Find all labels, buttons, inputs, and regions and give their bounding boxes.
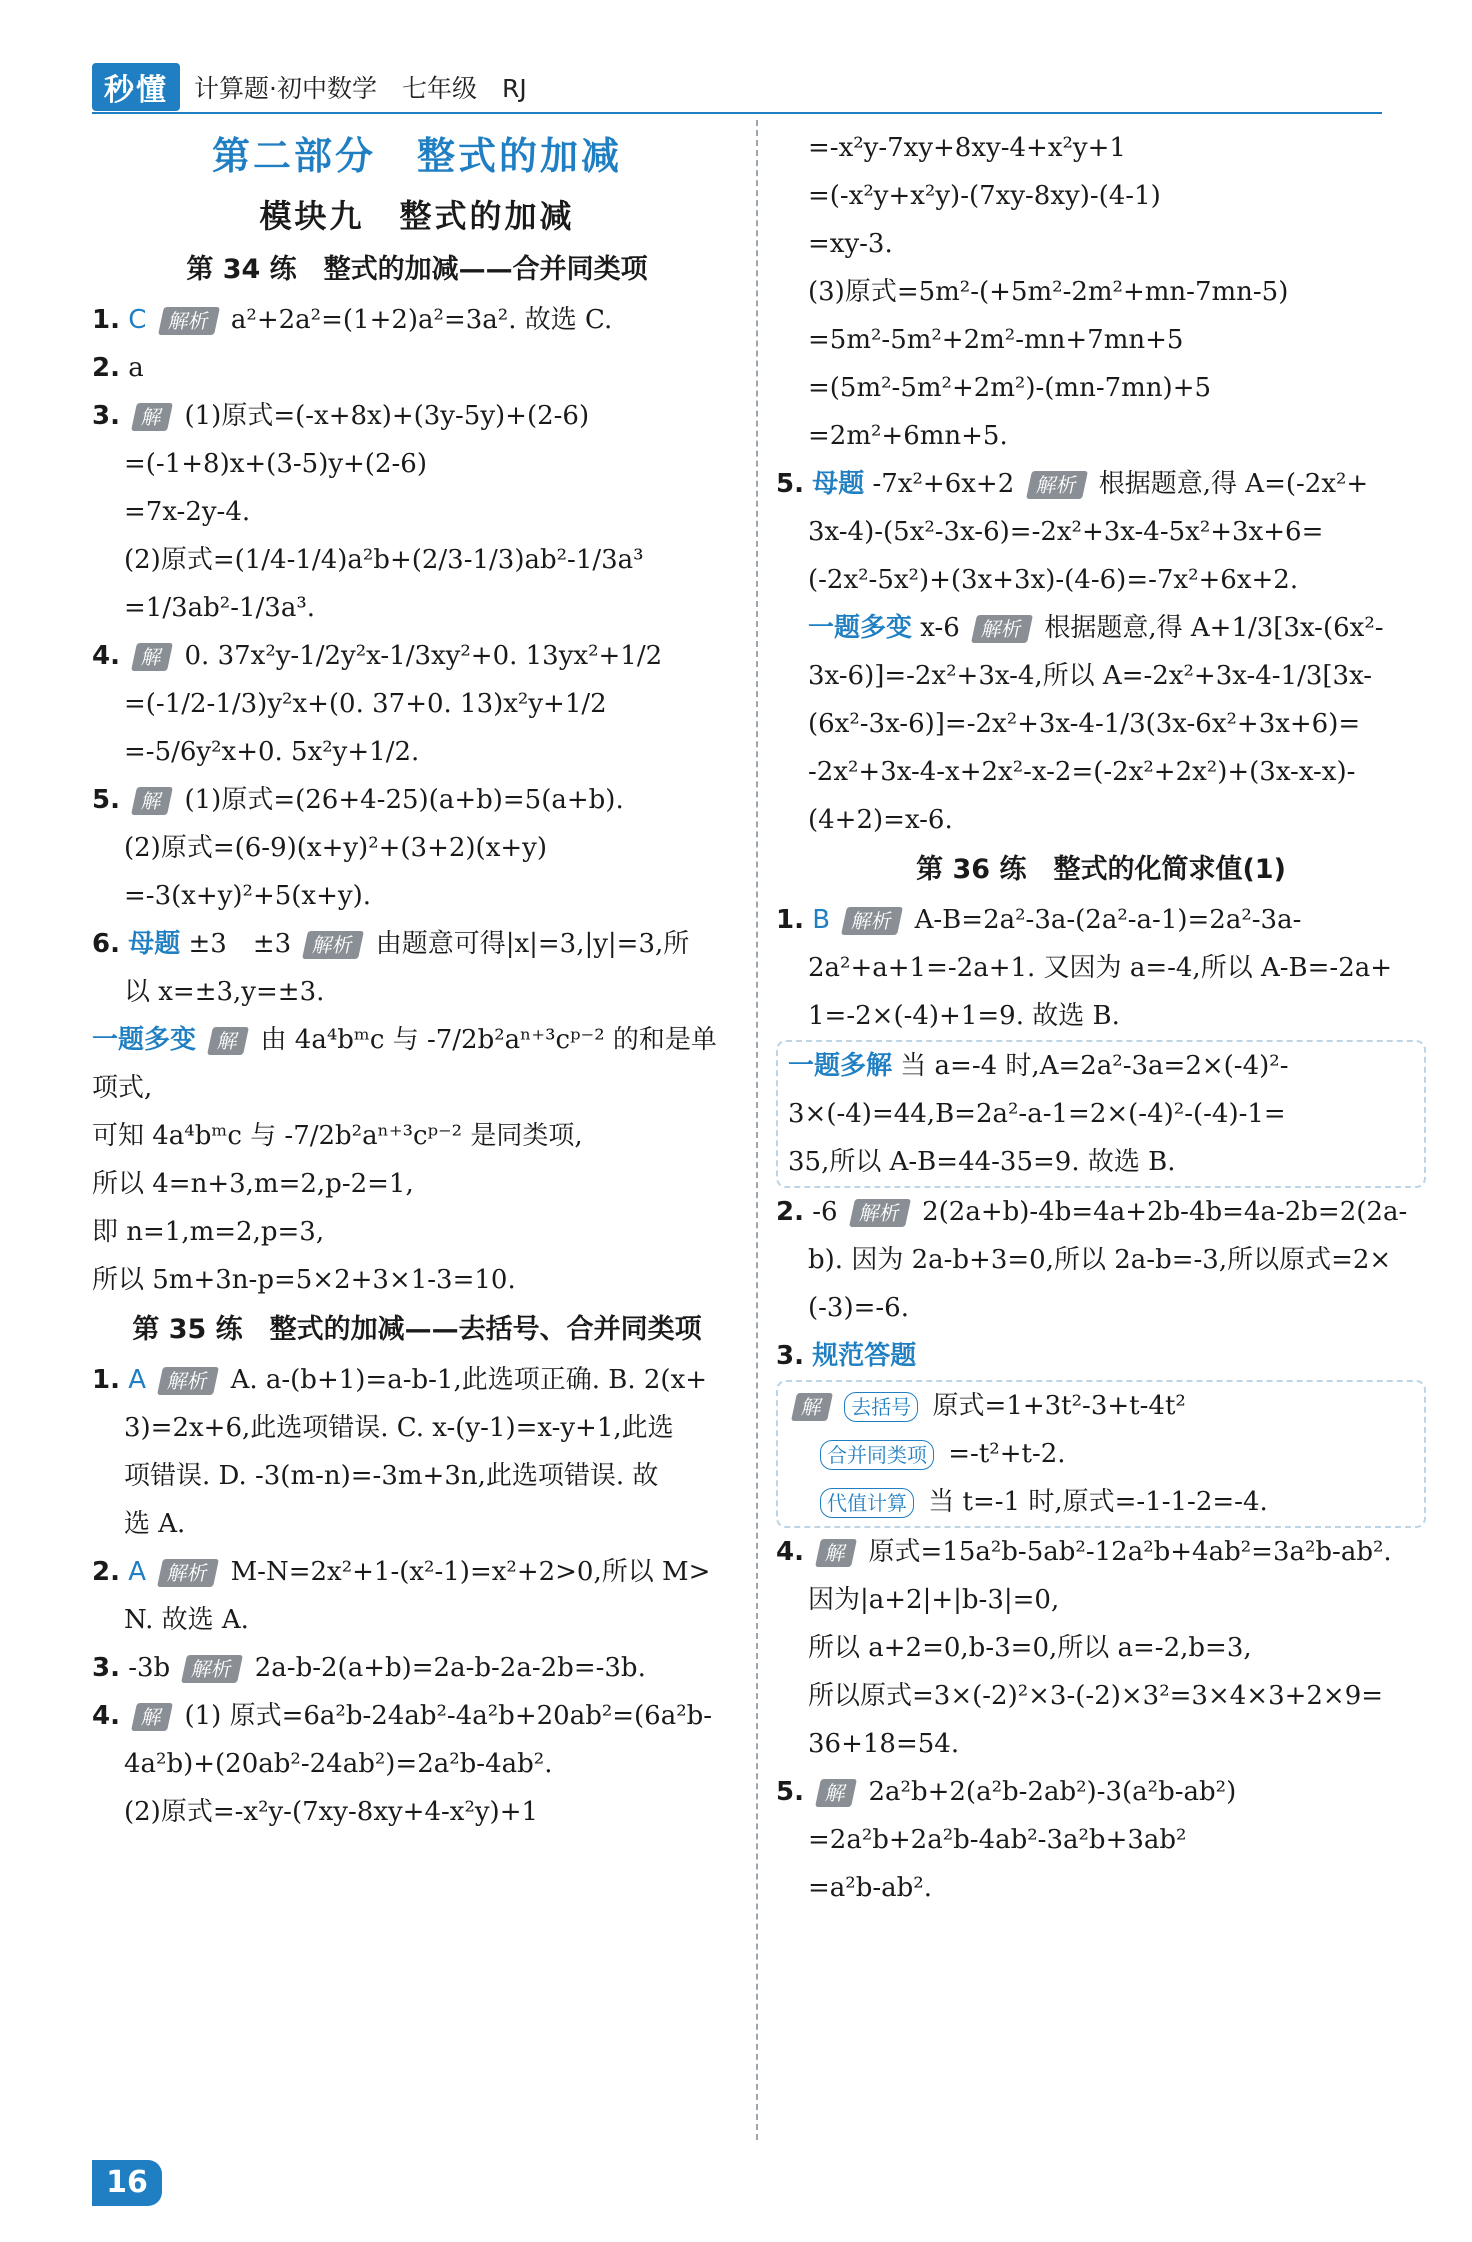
solution-line: 由 4a⁴bᵐc 与 -7/2b²aⁿ⁺³cᵖ⁻² 的和是单 bbox=[260, 1025, 717, 1055]
solution-line: 原式=1+3t²-3+t-4t² bbox=[932, 1391, 1186, 1421]
variant-label: 一题多变 bbox=[808, 613, 913, 643]
solution-tag: 解 bbox=[815, 1539, 857, 1567]
solution-line: =7x-2y-4. bbox=[124, 497, 251, 527]
step-label: 合并同类项 bbox=[820, 1440, 934, 1470]
solution-line: 以 x=±3,y=±3. bbox=[124, 977, 325, 1007]
column-divider bbox=[756, 120, 758, 2140]
solution-line: =1/3ab²-1/3a³. bbox=[124, 593, 316, 623]
q4 bbox=[92, 632, 742, 680]
right-column bbox=[776, 124, 1426, 1912]
solution-line: 3x-4)-(5x²-3x-6)=-2x²+3x-4-5x²+3x+6= bbox=[808, 517, 1324, 547]
analysis-tag: 解析 bbox=[157, 1367, 219, 1395]
analysis-tag: 解析 bbox=[971, 615, 1033, 643]
analysis-tag: 解析 bbox=[1026, 471, 1088, 499]
step-label: 代值计算 bbox=[820, 1488, 914, 1518]
solution-line: 根据题意,得 A=(-2x²+ bbox=[1098, 469, 1369, 499]
q-number: 1. bbox=[776, 905, 804, 935]
variant bbox=[92, 1016, 742, 1064]
solution-line: (-2x²-5x²)+(3x+3x)-(4-6)=-7x²+6x+2. bbox=[808, 565, 1299, 595]
solution-line: 1=-2×(-4)+1=9. 故选 B. bbox=[808, 1001, 1120, 1031]
solution-line: 所以原式=3×(-2)²×3-(-2)×3²=3×4×3+2×9= bbox=[808, 1681, 1384, 1711]
answer: A bbox=[128, 1365, 147, 1395]
answer: a bbox=[128, 353, 144, 383]
exercise-36-title: 第 36 练 整式的化简求值(1) bbox=[916, 854, 1286, 885]
header-divider bbox=[92, 112, 1382, 114]
q-number: 2. bbox=[92, 353, 120, 383]
q-number: 5. bbox=[776, 1777, 804, 1807]
step-line bbox=[788, 1382, 1414, 1430]
solution-line: 原式=15a²b-5ab²-12a²b+4ab²=3a²b-ab². bbox=[868, 1537, 1392, 1567]
e2 bbox=[92, 1548, 742, 1596]
analysis-tag: 解析 bbox=[182, 1655, 244, 1683]
solution-line: 所以 4=n+3,m=2,p-2=1, bbox=[92, 1169, 414, 1199]
solution-line: (2)原式=(6-9)(x+y)²+(3+2)(x+y) bbox=[124, 833, 547, 863]
e4 bbox=[92, 1692, 742, 1740]
solution-line: b). 因为 2a-b+3=0,所以 2a-b=-3,所以原式=2× bbox=[808, 1245, 1392, 1275]
q-number: 2. bbox=[92, 1557, 120, 1587]
solution-line: -2x²+3x-4-x+2x²-x-2=(-2x²+2x²)+(3x-x-x)- bbox=[808, 757, 1356, 787]
analysis-tag: 解析 bbox=[849, 1199, 911, 1227]
q-number: 3. bbox=[92, 401, 120, 431]
solution-line: (1)原式=(-x+8x)+(3y-5y)+(2-6) bbox=[184, 401, 590, 431]
exercise-35-title: 第 35 练 整式的加减——去括号、合并同类项 bbox=[132, 1314, 702, 1345]
analysis-tag: 解析 bbox=[157, 1559, 219, 1587]
standard-answer-box bbox=[776, 1380, 1426, 1528]
solution-line: 根据题意,得 A+1/3[3x-(6x²- bbox=[1044, 613, 1384, 643]
q-number: 1. bbox=[92, 305, 120, 335]
solution-line: (3)原式=5m²-(+5m²-2m²+mn-7mn-5) bbox=[808, 277, 1289, 307]
solution-line: 由题意可得|x|=3,|y|=3,所 bbox=[375, 929, 690, 959]
solution-line: A-B=2a²-3a-(2a²-a-1)=2a²-3a- bbox=[914, 905, 1302, 935]
solution-line: 3×(-4)=44,B=2a²-a-1=2×(-4)²-(-4)-1= bbox=[788, 1099, 1286, 1129]
solution-line: =(-1+8)x+(3-5)y+(2-6) bbox=[124, 449, 427, 479]
q-number: 2. bbox=[776, 1197, 804, 1227]
answer: ±3 ±3 bbox=[188, 929, 292, 959]
solution-line: 36+18=54. bbox=[808, 1729, 960, 1759]
solution-tag: 解 bbox=[131, 643, 173, 671]
step-line bbox=[788, 1478, 1414, 1526]
solution-line: 3)=2x+6,此选项错误. C. x-(y-1)=x-y+1,此选 bbox=[124, 1413, 674, 1443]
solution-tag: 解 bbox=[207, 1027, 249, 1055]
multi-solution bbox=[788, 1042, 1414, 1090]
solution-line: 选 A. bbox=[124, 1509, 186, 1539]
solution-line: 35,所以 A-B=44-35=9. 故选 B. bbox=[788, 1147, 1176, 1177]
solution-line: =2m²+6mn+5. bbox=[808, 421, 1008, 451]
module-title: 模块九 整式的加减 bbox=[259, 197, 575, 235]
q-number: 5. bbox=[776, 469, 804, 499]
q-number: 3. bbox=[92, 1653, 120, 1683]
e1 bbox=[92, 1356, 742, 1404]
solution-line: 4a²b)+(20ab²-24ab²)=2a²b-4ab². bbox=[124, 1749, 553, 1779]
solution-line: 当 t=-1 时,原式=-1-1-2=-4. bbox=[928, 1487, 1268, 1517]
solution-line: N. 故选 A. bbox=[124, 1605, 249, 1635]
answer: -7x²+6x+2 bbox=[872, 469, 1015, 499]
solution-line: =2a²b+2a²b-4ab²-3a²b+3ab² bbox=[808, 1825, 1187, 1855]
solution-line: =-5/6y²x+0. 5x²y+1/2. bbox=[124, 737, 420, 767]
solution-line: =-3(x+y)²+5(x+y). bbox=[124, 881, 371, 911]
solution-line: 可知 4a⁴bᵐc 与 -7/2b²aⁿ⁺³cᵖ⁻² 是同类项, bbox=[92, 1121, 583, 1151]
solution-line: (1) 原式=6a²b-24ab²-4a²b+20ab²=(6a²b- bbox=[184, 1701, 713, 1731]
step-line bbox=[788, 1430, 1414, 1478]
q-number: 6. bbox=[92, 929, 120, 959]
q1 bbox=[92, 296, 742, 344]
answer: A bbox=[128, 1557, 147, 1587]
answer: -6 bbox=[812, 1197, 838, 1227]
e3 bbox=[92, 1644, 742, 1692]
analysis-tag: 解析 bbox=[302, 931, 364, 959]
solution-line: =-t²+t-2. bbox=[948, 1439, 1066, 1469]
solution-line: 2(2a+b)-4b=4a+2b-4b=4a-2b=2(2a- bbox=[922, 1197, 1408, 1227]
q3 bbox=[92, 392, 742, 440]
answer: B bbox=[812, 905, 831, 935]
analysis-tag: 解析 bbox=[841, 907, 903, 935]
solution-tag: 解 bbox=[815, 1779, 857, 1807]
solution-line: 2a-b-2(a+b)=2a-b-2a-2b=-3b. bbox=[254, 1653, 646, 1683]
p2 bbox=[776, 1188, 1426, 1236]
mother-question-label: 母题 bbox=[812, 469, 865, 499]
r-variant bbox=[776, 604, 1426, 652]
multi-solution-label: 一题多解 bbox=[788, 1051, 893, 1081]
solution-line: (2)原式=-x²y-(7xy-8xy+4-x²y)+1 bbox=[124, 1797, 539, 1827]
p3 bbox=[776, 1332, 1426, 1380]
p5 bbox=[776, 1768, 1426, 1816]
solution-line: 所以 a+2=0,b-3=0,所以 a=-2,b=3, bbox=[808, 1633, 1252, 1663]
q-number: 3. bbox=[776, 1341, 804, 1371]
q-number: 4. bbox=[92, 1701, 120, 1731]
r-q5 bbox=[776, 460, 1426, 508]
answer: C bbox=[128, 305, 147, 335]
q5 bbox=[92, 776, 742, 824]
q6 bbox=[92, 920, 742, 968]
solution-line: 当 a=-4 时,A=2a²-3a=2×(-4)²- bbox=[900, 1051, 1289, 1081]
q-number: 1. bbox=[92, 1365, 120, 1395]
solution-line: (2)原式=(1/4-1/4)a²b+(2/3-1/3)ab²-1/3a³ bbox=[124, 545, 644, 575]
q-number: 4. bbox=[776, 1537, 804, 1567]
solution-line: 所以 5m+3n-p=5×2+3×1-3=10. bbox=[92, 1265, 516, 1295]
answer: -3b bbox=[128, 1653, 171, 1683]
q2 bbox=[92, 344, 742, 392]
q-number: 5. bbox=[92, 785, 120, 815]
p1 bbox=[776, 896, 1426, 944]
solution-line: =(5m²-5m²+2m²)-(mn-7mn)+5 bbox=[808, 373, 1212, 403]
breadcrumb: 计算题·初中数学 七年级 RJ bbox=[194, 74, 527, 103]
q-number: 4. bbox=[92, 641, 120, 671]
solution-line: 3x-6)]=-2x²+3x-4,所以 A=-2x²+3x-4-1/3[3x- bbox=[808, 661, 1373, 691]
standard-answer-label: 规范答题 bbox=[812, 1341, 917, 1371]
solution-line: =(-x²y+x²y)-(7xy-8xy)-(4-1) bbox=[808, 181, 1161, 211]
solution-text: a²+2a²=(1+2)a²=3a². 故选 C. bbox=[230, 305, 613, 335]
solution-line: M-N=2x²+1-(x²-1)=x²+2>0,所以 M> bbox=[230, 1557, 711, 1587]
solution-tag: 解 bbox=[131, 403, 173, 431]
solution-line: =xy-3. bbox=[808, 229, 893, 259]
solution-line: (4+2)=x-6. bbox=[808, 805, 953, 835]
solution-line: 2a²+a+1=-2a+1. 又因为 a=-4,所以 A-B=-2a+ bbox=[808, 953, 1393, 983]
solution-line: 项错误. D. -3(m-n)=-3m+3n,此选项错误. 故 bbox=[124, 1461, 659, 1491]
solution-line: (-3)=-6. bbox=[808, 1293, 909, 1323]
solution-line: 即 n=1,m=2,p=3, bbox=[92, 1217, 325, 1247]
solution-line: 2a²b+2(a²b-2ab²)-3(a²b-ab²) bbox=[868, 1777, 1237, 1807]
p4 bbox=[776, 1528, 1426, 1576]
brand-logo: 秒懂 bbox=[92, 63, 180, 111]
solution-line: =a²b-ab². bbox=[808, 1873, 932, 1903]
solution-line: 因为|a+2|+|b-3|=0, bbox=[808, 1585, 1060, 1615]
solution-tag: 解 bbox=[131, 787, 173, 815]
solution-line: 项式, bbox=[92, 1073, 153, 1103]
analysis-tag: 解析 bbox=[158, 307, 220, 335]
solution-tag: 解 bbox=[131, 1703, 173, 1731]
mother-question-label: 母题 bbox=[128, 929, 181, 959]
header bbox=[92, 64, 527, 110]
left-column bbox=[92, 124, 742, 1836]
solution-tag: 解 bbox=[791, 1393, 833, 1421]
answer: x-6 bbox=[920, 613, 960, 643]
step-label: 去括号 bbox=[844, 1392, 918, 1422]
exercise-34-title: 第 34 练 整式的加减——合并同类项 bbox=[186, 254, 648, 285]
solution-line: =5m²-5m²+2m²-mn+7mn+5 bbox=[808, 325, 1184, 355]
part-title: 第二部分 整式的加减 bbox=[211, 134, 622, 178]
multi-solution-box bbox=[776, 1040, 1426, 1188]
page-number: 16 bbox=[92, 2160, 162, 2206]
solution-line: A. a-(b+1)=a-b-1,此选项正确. B. 2(x+ bbox=[230, 1365, 708, 1395]
solution-line: =(-1/2-1/3)y²x+(0. 37+0. 13)x²y+1/2 bbox=[124, 689, 607, 719]
solution-line: (1)原式=(26+4-25)(a+b)=5(a+b). bbox=[184, 785, 624, 815]
solution-line: 0. 37x²y-1/2y²x-1/3xy²+0. 13yx²+1/2 bbox=[184, 641, 663, 671]
variant-label: 一题多变 bbox=[92, 1025, 197, 1055]
solution-line: (6x²-3x-6)]=-2x²+3x-4-1/3(3x-6x²+3x+6)= bbox=[808, 709, 1361, 739]
solution-line: =-x²y-7xy+8xy-4+x²y+1 bbox=[808, 133, 1126, 163]
